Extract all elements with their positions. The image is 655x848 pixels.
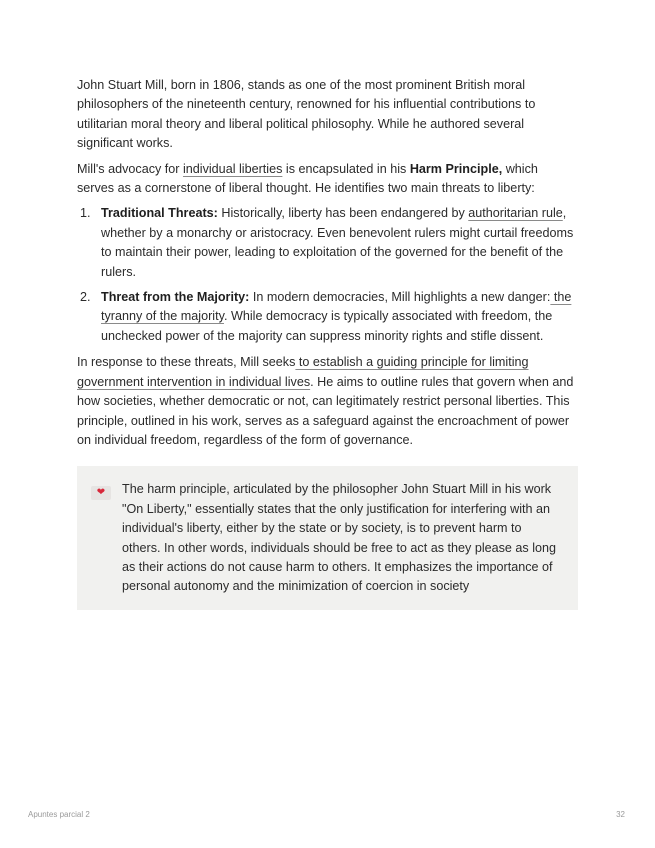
advocacy-paragraph (77, 160, 578, 199)
document-body (77, 76, 578, 610)
harm-principle-callout (77, 466, 578, 609)
list-item-title: Threat from the Majority: (101, 290, 250, 305)
list-item-text-before: In modern democracies, Mill highlights a new danger: (249, 290, 551, 305)
list-item-text-after: . While democracy is typically associated with freedom, the unchecked power of the majority can suppress minority rights and stifle dissent. (101, 309, 553, 343)
harm-principle-bold: Harm Principle, (409, 161, 503, 176)
list-item (77, 204, 578, 282)
advocacy-text-middle: is encapsulated in his (282, 161, 410, 176)
authoritarian-rule-link: authoritarian rule (468, 206, 563, 221)
list-item-number: 2. (80, 290, 91, 305)
footer-title: Apuntes parcial 2 (28, 810, 90, 819)
individual-liberties-link: individual liberties (182, 161, 283, 176)
heart-icon: ❤ (91, 486, 111, 500)
response-paragraph (77, 353, 578, 450)
list-item-text-before: Historically, liberty has been endangered by (217, 206, 469, 221)
response-text-after: . He aims to outline rules that govern when and how societies, whether democratic or not, can legitimately restrict personal liberties. This principle, outlined in his work, serves as a safeguard against the encroachment of power on individual freedom, regardless of the form of governance. (77, 374, 574, 447)
list-item-title: Traditional Threats: (101, 206, 218, 221)
callout-text: The harm principle, articulated by the philosopher John Stuart Mill in his work "On Liberty," essentially states that the only justification for interfering with an individual's liberty, either by the state or by society, is to prevent harm to others. In other words, individuals should be free to act as they please as long as their actions do not cause harm to others. It emphasizes the importance of personal autonomy and the minimization of coercion in society (122, 482, 557, 594)
advocacy-text-after: which serves as a cornerstone of liberal thought. He identifies two main threats to liberty: (77, 161, 538, 196)
advocacy-text-before: Mill's advocacy for (77, 161, 183, 176)
list-item-number: 1. (80, 206, 91, 221)
tyranny-of-majority-link: the tyranny of the majority (101, 290, 572, 324)
threats-list (77, 204, 578, 346)
intro-paragraph: John Stuart Mill, born in 1806, stands as one of the most prominent British moral philosophers of the nineteenth century, renowned for his influential contributions to utilitarian moral theory and liberal political philosophy. While he authored several significant works. (77, 78, 536, 151)
list-item (77, 288, 578, 346)
guiding-principle-link: to establish a guiding principle for limiting government intervention in individual lives (77, 355, 529, 389)
response-text-before: In response to these threats, Mill seeks (77, 355, 296, 370)
page-number: 32 (616, 810, 625, 819)
list-item-text-after: , whether by a monarchy or aristocracy. Even benevolent rulers might curtail freedoms to maintain their power, leading to exploitation of the governed for the benefit of the rulers. (101, 206, 574, 279)
